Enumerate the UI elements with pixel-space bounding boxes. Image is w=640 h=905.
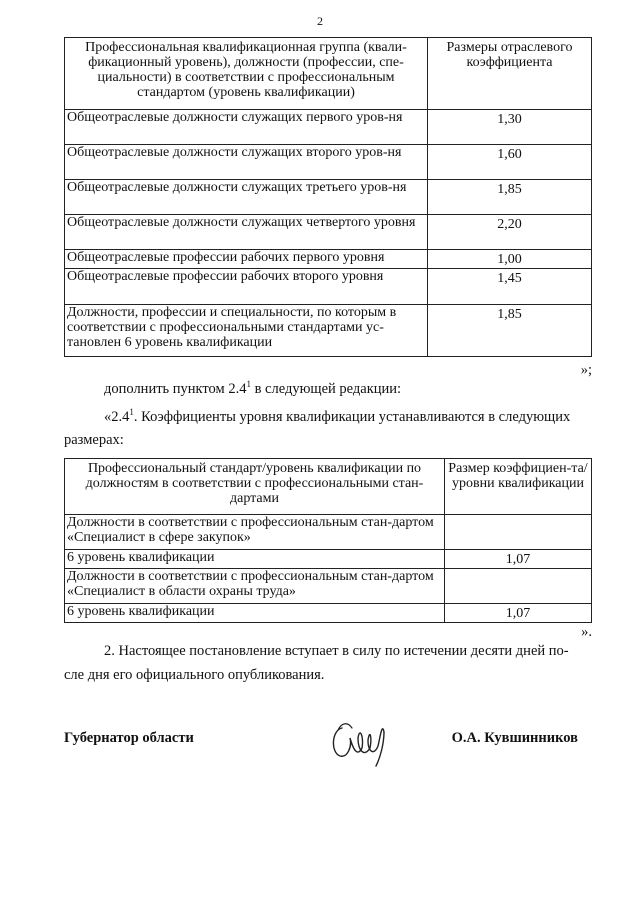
table-row [65, 180, 592, 215]
row-label: Должности в соответствии с профессиональным стан-дартом «Специалист в области охраны труда» [65, 569, 445, 604]
row-label: Общеотраслевые должности служащих первого уров-ня [65, 110, 428, 145]
table-header-row [65, 38, 592, 110]
table-row [65, 110, 592, 145]
table-row [65, 215, 592, 250]
clause-text: . Коэффициенты уровня квалификации устанавливаются в следующих [133, 409, 571, 425]
closing-quote: »; [580, 362, 592, 378]
clause-line2: размерах: [64, 432, 124, 448]
signatory-name: О.А. Кувшинников [451, 730, 578, 746]
row-label: Общеотраслевые должности служащих четвертого уровня [65, 215, 428, 250]
table-row [65, 515, 592, 550]
amend-suffix: в следующей редакции: [250, 381, 402, 397]
table-header-cell: Профессиональная квалификационная группа (квали-фикационный уровень), должности (профессии, спе-циальности) в соответствии с профессиональным стандартом (уровень квалификации) [65, 38, 428, 110]
row-value: 1,07 [445, 604, 592, 623]
clause-line1 [104, 406, 570, 428]
coefficient-table [64, 37, 592, 357]
table-row [65, 604, 592, 623]
table-header-row [65, 459, 592, 515]
row-label: 6 уровень квалификации [65, 550, 445, 569]
row-value [445, 515, 592, 550]
row-value: 1,60 [428, 145, 592, 180]
amend-line [104, 378, 401, 400]
final-paragraph-line1: 2. Настоящее постановление вступает в силу по истечении десяти дней по- [104, 643, 569, 659]
page-number: 2 [317, 14, 323, 28]
qualification-table [64, 458, 592, 623]
amend-prefix: дополнить пунктом 2.4 [104, 381, 247, 397]
table-header-cell: Профессиональный стандарт/уровень квалификации по должностям в соответствии с профессиональными стан-дартами [65, 459, 445, 515]
row-value [445, 569, 592, 604]
row-value: 1,30 [428, 110, 592, 145]
table-header-cell: Размер коэффициен-та/ уровни квалификации [445, 459, 592, 515]
table-header-cell: Размеры отраслевого коэффициента [428, 38, 592, 110]
row-value: 1,07 [445, 550, 592, 569]
row-value: 1,00 [428, 250, 592, 269]
row-value: 1,85 [428, 305, 592, 357]
table-row [65, 250, 592, 269]
table-row [65, 569, 592, 604]
row-label: 6 уровень квалификации [65, 604, 445, 623]
handwritten-signature [328, 708, 398, 770]
table-row [65, 145, 592, 180]
table-row [65, 305, 592, 357]
row-value: 1,85 [428, 180, 592, 215]
row-value: 1,45 [428, 269, 592, 305]
table-row [65, 269, 592, 305]
closing-quote: ». [581, 624, 592, 640]
row-label: Должности, профессии и специальности, по которым в соответствии с профессиональными стандартами ус-тановлен 6 уровень квалификации [65, 305, 428, 357]
row-label: Общеотраслевые должности служащих третьего уров-ня [65, 180, 428, 215]
clause-prefix: «2.4 [104, 409, 130, 425]
clause-sup: 1 [129, 407, 134, 418]
amend-sup: 1 [246, 379, 251, 390]
table-row [65, 550, 592, 569]
row-label: Должности в соответствии с профессиональным стан-дартом «Специалист в сфере закупок» [65, 515, 445, 550]
row-label: Общеотраслевые должности служащих второго уров-ня [65, 145, 428, 180]
row-label: Общеотраслевые профессии рабочих второго уровня [65, 269, 428, 305]
final-paragraph-line2: сле дня его официального опубликования. [64, 667, 325, 683]
row-value: 2,20 [428, 215, 592, 250]
row-label: Общеотраслевые профессии рабочих первого уровня [65, 250, 428, 269]
signatory-title: Губернатор области [64, 730, 194, 746]
